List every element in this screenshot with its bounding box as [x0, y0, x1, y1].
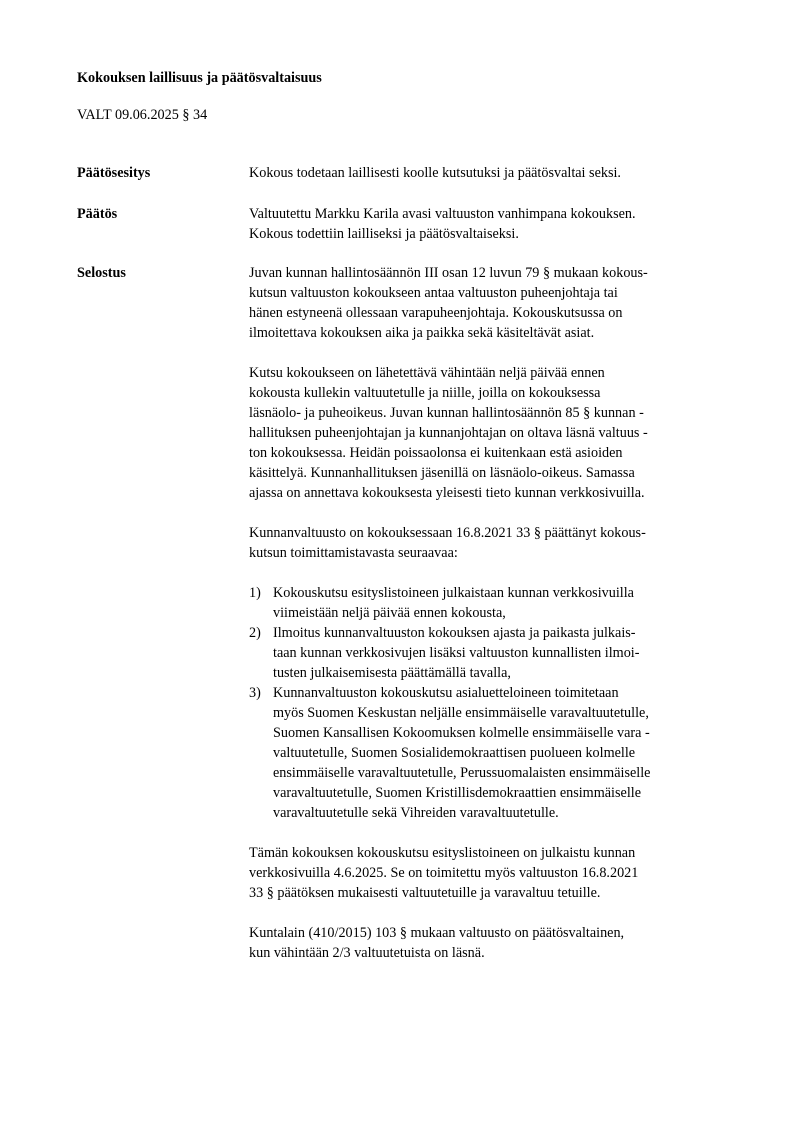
- explanation-paragraph: [249, 363, 739, 503]
- text-line: tusten julkaisemisesta päättämällä tavalla,: [273, 665, 511, 681]
- text-line: Kokous todettiin lailliseksi ja päätösvaltaiseksi.: [249, 226, 519, 242]
- text-line: hänen estyneenä ollessaan varapuheenjohtaja. Kokouskutsussa on: [249, 305, 623, 321]
- proposal-label: Päätösesitys: [77, 165, 151, 181]
- text-line: kokousta kullekin valtuutetulle ja niille, joilla on kokouksessa: [249, 385, 601, 401]
- list-item: [249, 623, 739, 683]
- numbered-list: [249, 583, 739, 823]
- text-line: verkkosivuilla 4.6.2025. Se on toimitettu myös valtuuston 16.8.2021: [249, 865, 639, 881]
- text-line: hallituksen puheenjohtajan ja kunnanjohtajan on oltava läsnä valtuus -: [249, 425, 648, 441]
- explanation-paragraph: [249, 523, 739, 563]
- text-line: ensimmäiselle varavaltuutetulle, Perussuomalaisten ensimmäiselle: [273, 765, 651, 781]
- text-line: Kuntalain (410/2015) 103 § mukaan valtuusto on päätösvaltainen,: [249, 925, 625, 941]
- text-line: läsnäolo- ja puheoikeus. Juvan kunnan hallintosäännön 85 § kunnan -: [249, 405, 644, 421]
- list-item: [249, 583, 739, 623]
- explanation-label: Selostus: [77, 265, 126, 281]
- text-line: Kokouskutsu esityslistoineen julkaistaan kunnan verkkosivuilla: [273, 585, 634, 601]
- text-line: valtuutetulle, Suomen Sosialidemokraattisen puolueen kolmelle: [273, 745, 636, 761]
- list-item: [249, 683, 739, 823]
- text-line: viimeistään neljä päivää ennen kokousta,: [273, 605, 506, 621]
- explanation-paragraph: [249, 843, 739, 903]
- list-number: 2): [249, 625, 261, 641]
- text-line: Suomen Kansallisen Kokoomuksen kolmelle ensimmäiselle vara -: [273, 725, 650, 741]
- explanation-paragraph: [249, 263, 739, 343]
- text-line: Tämän kokouksen kokouskutsu esityslistoineen on julkaistu kunnan: [249, 845, 636, 861]
- text-line: Kutsu kokoukseen on lähetettävä vähintään neljä päivää ennen: [249, 365, 605, 381]
- text-line: kutsun toimittamistavasta seuraavaa:: [249, 545, 458, 561]
- text-line: ilmoitettava kokouksen aika ja paikka sekä käsiteltävät asiat.: [249, 325, 595, 341]
- decision-text: [249, 204, 739, 244]
- text-line: Juvan kunnan hallintosäännön III osan 12 luvun 79 § mukaan kokous-: [249, 265, 648, 281]
- proposal-text: [249, 163, 739, 183]
- text-line: myös Suomen Keskustan neljälle ensimmäiselle varavaltuutetulle,: [273, 705, 649, 721]
- text-line: varavaltuutetulle sekä Vihreiden varavaltuutetulle.: [273, 805, 559, 821]
- text-line: Valtuutettu Markku Karila avasi valtuuston vanhimpana kokouksen.: [249, 206, 636, 222]
- text-line: kutsun valtuuston kokoukseen antaa valtuuston puheenjohtaja tai: [249, 285, 618, 301]
- decision-label: Päätös: [77, 206, 118, 222]
- text-line: Kunnanvaltuusto on kokouksessaan 16.8.2021 33 § päättänyt kokous-: [249, 525, 646, 541]
- text-line: kun vähintään 2/3 valtuutetuista on läsnä.: [249, 945, 485, 961]
- text-line: ton kokouksessa. Heidän poissaolonsa ei kuitenkaan estä asioiden: [249, 445, 623, 461]
- meeting-reference: VALT 09.06.2025 § 34: [77, 107, 208, 123]
- text-line: ajassa on annettava kokouksesta yleisesti tieto kunnan verkkosivuilla.: [249, 485, 645, 501]
- explanation-paragraph: [249, 923, 739, 963]
- text-line: 33 § päätöksen mukaisesti valtuutetuille ja varavaltuu tetuille.: [249, 885, 601, 901]
- text-line: Kunnanvaltuuston kokouskutsu asialuetteloineen toimitetaan: [273, 685, 619, 701]
- list-number: 3): [249, 685, 261, 701]
- text-line: Kokous todetaan laillisesti koolle kutsutuksi ja päätösvaltai seksi.: [249, 165, 621, 181]
- text-line: käsittelyä. Kunnanhallituksen jäsenillä on läsnäolo-oikeus. Samassa: [249, 465, 635, 481]
- text-line: taan kunnan verkkosivujen lisäksi valtuuston kunnallisten ilmoi-: [273, 645, 640, 661]
- explanation-text: [249, 263, 739, 963]
- text-line: Ilmoitus kunnanvaltuuston kokouksen ajasta ja paikasta julkais-: [273, 625, 636, 641]
- text-line: varavaltuutetulle, Suomen Kristillisdemokraattien ensimmäiselle: [273, 785, 641, 801]
- list-number: 1): [249, 585, 261, 601]
- document-heading: Kokouksen laillisuus ja päätösvaltaisuus: [77, 70, 322, 86]
